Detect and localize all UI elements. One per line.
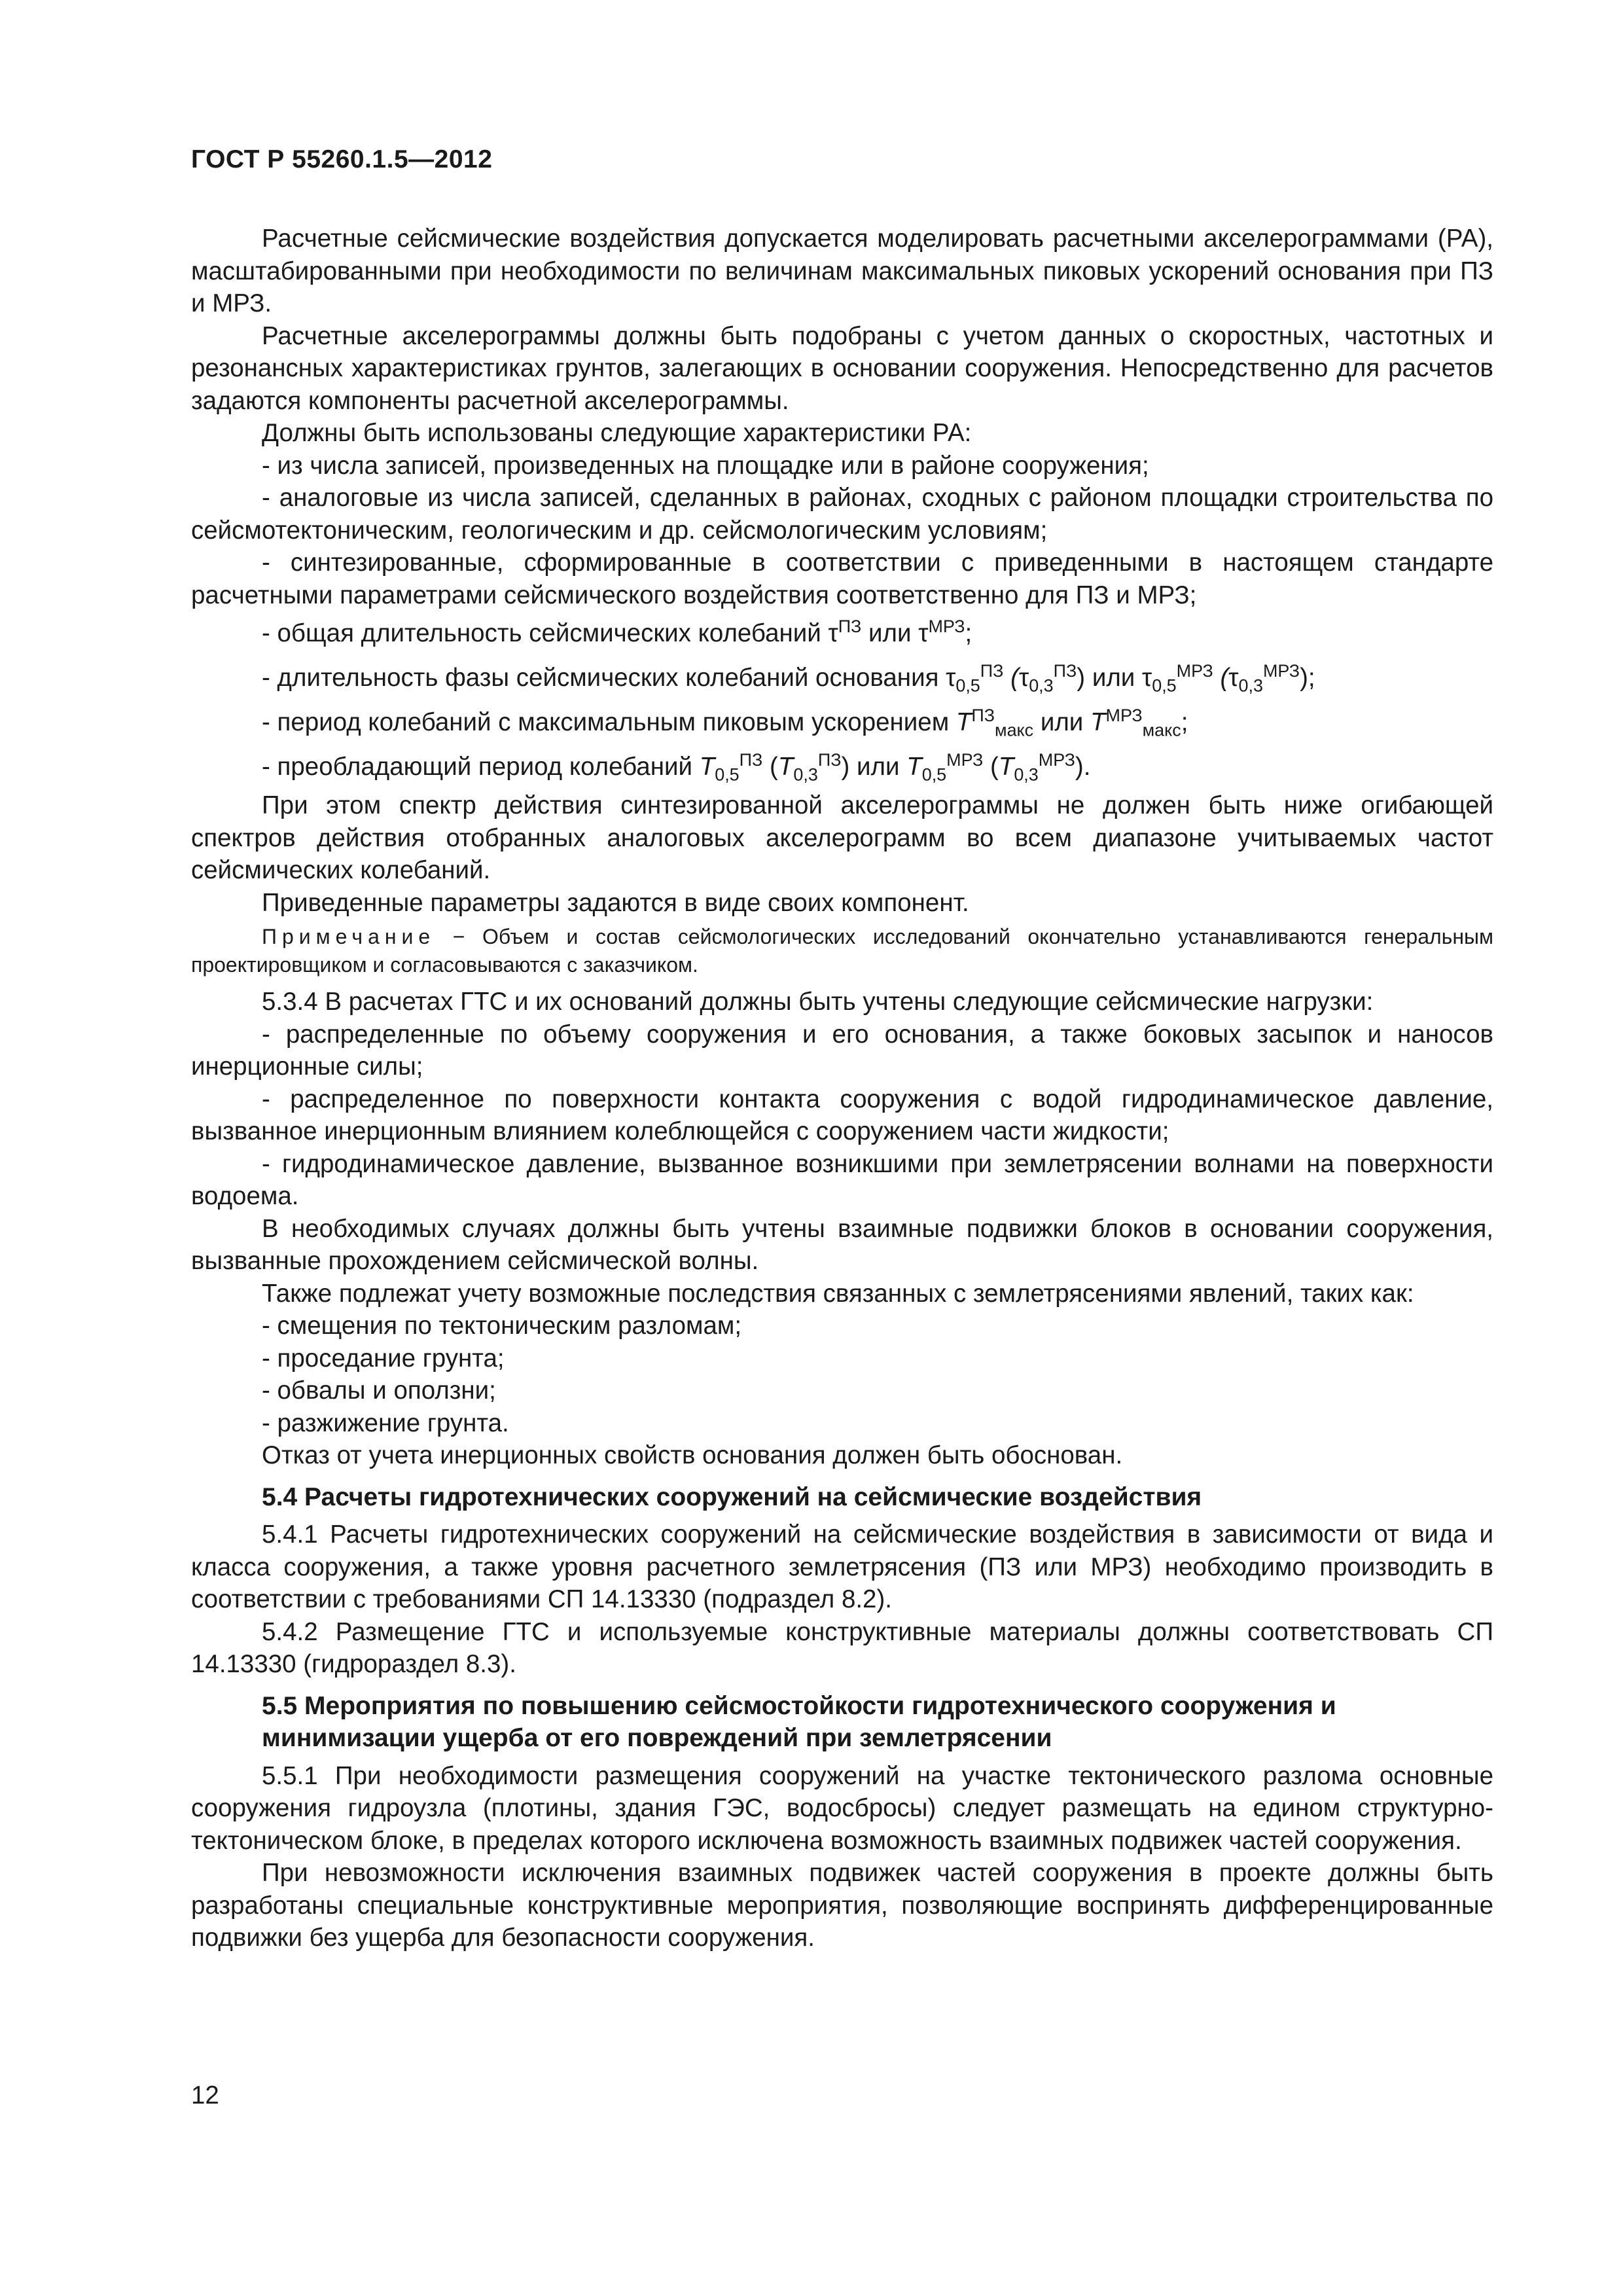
list-item: - аналоговые из числа записей, сделанных в районах, сходных с районом площадки строительства по сейсмотектоническим, геологическим и др. сейсмологическим условиям; bbox=[191, 484, 1493, 545]
note bbox=[191, 923, 1493, 979]
paragraph: Расчетные сейсмические воздействия допускается моделировать расчетными акселерограммами (РА), масштабированными при необходимости по величинам максимальных пиковых ускорений основания при ПЗ и МРЗ. bbox=[191, 224, 1493, 317]
paragraph-5-4-1: 5.4.1 Расчеты гидротехнических сооружений на сейсмические воздействия в зависимости от вида и класса сооружения, а также уровня расчетного землетрясения (ПЗ или МРЗ) необходимо производить в соответствии с требованиями СП 14.13330 (подраздел 8.2). bbox=[191, 1520, 1493, 1613]
paragraph: Приведенные параметры задаются в виде своих компонент. bbox=[262, 888, 969, 917]
paragraph: Также подлежат учету возможные последствия связанных с землетрясениями явлений, таких как: bbox=[262, 1279, 1414, 1308]
formula-total-duration: - общая длительность сейсмических колебаний $\tau^{ПЗ}$ или $\tau^{МРЗ}$; bbox=[262, 617, 972, 647]
formula-peak-period: - период колебаний с максимальным пиковым ускорением $T^{ПЗ}_{макс}$ или $T^{МРЗ}_{макс}$; bbox=[262, 706, 1188, 740]
list-item: - из числа записей, произведенных на площадке или в районе сооружения; bbox=[262, 451, 1149, 480]
list-item: - распределенное по поверхности контакта сооружения с водой гидродинамическое давление, вызванное инерционным влиянием колеблющейся с сооружением части жидкости; bbox=[191, 1085, 1493, 1145]
page-number: 12 bbox=[191, 2081, 219, 2109]
list-item: - проседание грунта; bbox=[262, 1344, 505, 1372]
section-heading-5-4: 5.4 Расчеты гидротехнических сооружений на сейсмические воздействия bbox=[262, 1482, 1202, 1511]
document-body bbox=[191, 223, 1493, 1954]
formula-dominant-period: - преобладающий период колебаний $T_{0,5}^{ПЗ}$ $(T_{0,3}^{ПЗ})$ или $T_{0,5}^{МРЗ}$ $(T_{0,3}^{МРЗ})$. bbox=[262, 750, 1091, 785]
paragraph: При невозможности исключения взаимных подвижек частей сооружения в проекте должны быть разработаны специальные конструктивные мероприятия, позволяющие воспринять дифференцированные подвижки без ущерба для безопасности сооружения. bbox=[191, 1859, 1493, 1952]
list-item: - синтезированные, сформированные в соответствии с приведенными в настоящем стандарте расчетными параметрами сейсмического воздействия соответственно для ПЗ и МРЗ; bbox=[191, 548, 1493, 609]
note-text: − Объем и состав сейсмологических исследований окончательно устанавливаются генеральным проектировщиком и согласовываются с заказчиком. bbox=[191, 925, 1493, 977]
paragraph-5-5-1: 5.5.1 При необходимости размещения сооружений на участке тектонического разлома основные сооружения гидроузла (плотины, здания ГЭС, водосбросы) следует размещать на едином структурно-тектоническом блоке, в пределах которого исключена возможность взаимных подвижек частей сооружения. bbox=[191, 1761, 1493, 1855]
list-item: - смещения по тектоническим разломам; bbox=[262, 1312, 742, 1340]
section-heading-5-5: 5.5 Мероприятия по повышению сейсмостойкости гидротехнического сооружения и минимизации ущерба от его повреждений при землетрясении bbox=[262, 1691, 1336, 1752]
paragraph: Должны быть использованы следующие характеристики РА: bbox=[262, 419, 972, 447]
paragraph: В необходимых случаях должны быть учтены взаимные подвижки блоков в основании сооружения, вызванные прохождением сейсмической волны. bbox=[191, 1214, 1493, 1275]
paragraph: Отказ от учета инерционных свойств основания должен быть обоснован. bbox=[262, 1441, 1123, 1469]
list-item: - гидродинамическое давление, вызванное возникшими при землетрясении волнами на поверхности водоема. bbox=[191, 1149, 1493, 1210]
list-item: - распределенные по объему сооружения и его основания, а также боковых засыпок и наносов инерционные силы; bbox=[191, 1020, 1493, 1081]
formula-phase-duration: - длительность фазы сейсмических колебаний основания $\tau_{0,5}^{ПЗ}$ $(\tau_{0,3}^{ПЗ})$ или $\tau_{0,5}^{МРЗ}$ $(\tau_{0,3}^{МРЗ})$; bbox=[262, 661, 1315, 696]
document-header: ГОСТ Р 55260.1.5—2012 bbox=[191, 145, 493, 173]
paragraph: Расчетные акселерограммы должны быть подобраны с учетом данных о скоростных, частотных и резонансных характеристиках грунтов, залегающих в основании сооружения. Непосредственно для расчетов задаются компоненты расчетной акселерограммы. bbox=[191, 321, 1493, 415]
paragraph: При этом спектр действия синтезированной акселерограммы не должен быть ниже огибающей спектров действия отобранных аналоговых акселерограмм во всем диапазоне учитываемых частот сейсмических колебаний. bbox=[191, 791, 1493, 884]
paragraph-5-3-4: 5.3.4 В расчетах ГТС и их оснований должны быть учтены следующие сейсмические нагрузки: bbox=[262, 988, 1374, 1016]
list-item: - обвалы и оползни; bbox=[262, 1376, 496, 1405]
paragraph-5-4-2: 5.4.2 Размещение ГТС и используемые конструктивные материалы должны соответствовать СП 14.13330 (гидрораздел 8.3). bbox=[191, 1617, 1493, 1678]
note-label: Примечание bbox=[262, 925, 436, 948]
list-item: - разжижение грунта. bbox=[262, 1408, 509, 1437]
